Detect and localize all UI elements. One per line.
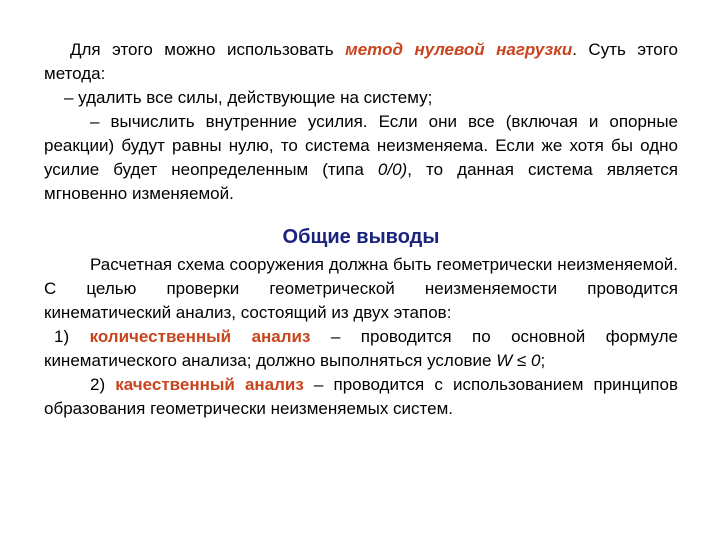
indeterminate-ratio: 0/0) — [377, 160, 408, 179]
section-heading: Общие выводы — [282, 226, 440, 248]
item2-text-after: – проводится с использованием принципов образования геометрически неизменяемых систем. — [44, 375, 678, 418]
method-name: метод нулевой нагрузки — [345, 40, 573, 59]
mobility-condition: W ≤ 0 — [496, 351, 541, 370]
item1-text-after: ; — [540, 351, 546, 370]
conclusion-text: Расчетная схема сооружения должна быть геометрически неизменяемой. С целью проверки геометрической неизменяемости проводится кинематический анализ, состоящий из двух этапов: — [44, 255, 678, 322]
conclusion-paragraph — [44, 253, 678, 325]
qualitative-analysis-term: качественный анализ — [115, 375, 304, 394]
intro-paragraph — [44, 38, 678, 86]
step2-text-after: , то данная система является мгновенно изменяемой. — [44, 160, 678, 203]
step1-text: – удалить все силы, действующие на систему; — [64, 88, 433, 107]
step-remove-forces — [44, 86, 678, 110]
intro-text-before: Для этого можно использовать — [70, 40, 346, 59]
slide-content — [44, 38, 678, 421]
intro-text-after: . Суть этого метода: — [44, 40, 678, 83]
item1-text-before: – проводится по основной формуле кинематического анализа; должно выполняться условие — [44, 327, 678, 370]
quantitative-analysis-term: количественный анализ — [89, 327, 311, 346]
list-item-qualitative — [44, 373, 678, 421]
item1-number: 1) — [54, 327, 90, 346]
step-compute-forces — [44, 110, 678, 206]
step2-text-before: – вычислить внутренние усилия. Если они все (включая и опорные реакции) будут равны нулю, то система неизменяема. Если же хотя бы одно усилие будет неопределенным (типа — [44, 112, 678, 179]
item2-number: 2) — [90, 375, 116, 394]
list-item-quantitative — [44, 325, 678, 373]
